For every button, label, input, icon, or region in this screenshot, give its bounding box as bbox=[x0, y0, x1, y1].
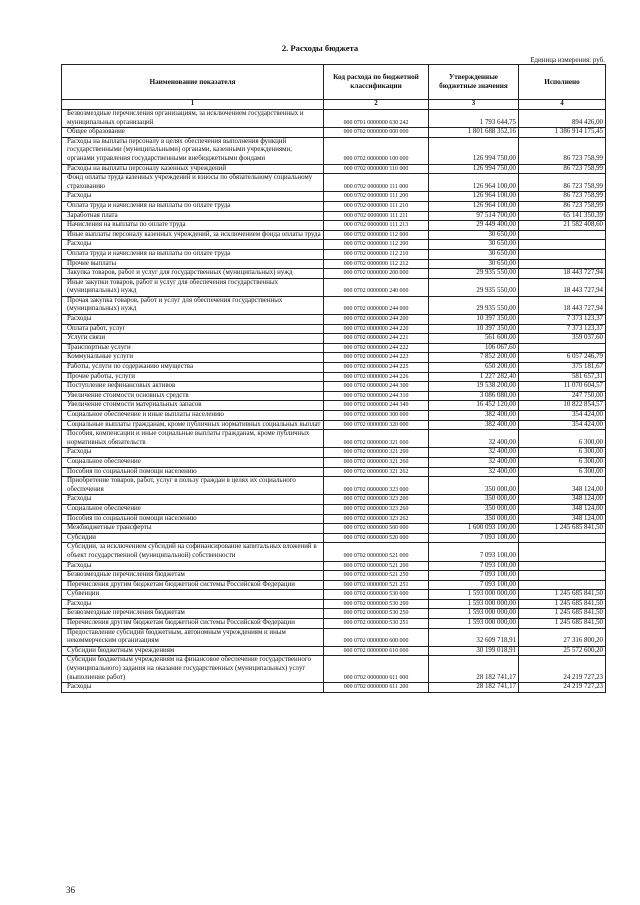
table-row bbox=[62, 646, 606, 656]
row-name: Начисления на выплаты по оплате труда bbox=[62, 221, 324, 231]
row-approved: 29 935 550,00 bbox=[429, 296, 519, 314]
row-name: Расходы bbox=[62, 495, 324, 505]
table-row bbox=[62, 477, 606, 495]
table-row bbox=[62, 334, 606, 344]
row-code: 000 0702 0000000 321 000 bbox=[324, 430, 429, 448]
row-name: Работы, услуги по содержанию имущества bbox=[62, 363, 324, 373]
row-executed: 65 141 350,39 bbox=[519, 211, 606, 221]
row-code: 000 0702 0000000 244 340 bbox=[324, 401, 429, 411]
table-row bbox=[62, 110, 606, 128]
row-name: Иные выплаты персоналу казенных учреждений, за исключением фонда оплаты труда bbox=[62, 230, 324, 240]
row-approved: 126 964 100,00 bbox=[429, 192, 519, 202]
table-row bbox=[62, 533, 606, 543]
row-name: Расходы bbox=[62, 448, 324, 458]
row-code: 000 0702 0000000 111 210 bbox=[324, 201, 429, 211]
row-executed: 86 723 758,99 bbox=[519, 174, 606, 192]
row-executed bbox=[519, 230, 606, 240]
row-approved: 382 400,00 bbox=[429, 420, 519, 430]
row-code: 000 0702 0000000 323 000 bbox=[324, 477, 429, 495]
row-name: Перечисления другим бюджетам бюджетной системы Российской Федерации bbox=[62, 619, 324, 629]
row-executed: 6 300,00 bbox=[519, 457, 606, 467]
row-executed: 27 316 800,20 bbox=[519, 628, 606, 646]
row-executed bbox=[519, 533, 606, 543]
row-approved: 126 964 100,00 bbox=[429, 174, 519, 192]
row-executed: 1 245 685 841,50 bbox=[519, 590, 606, 600]
row-approved: 28 182 741,17 bbox=[429, 656, 519, 683]
row-name: Прочие работы, услуги bbox=[62, 372, 324, 382]
table-row bbox=[62, 201, 606, 211]
row-name: Прочая закупка товаров, работ и услуг для обеспечения государственных (муниципальных) нужд bbox=[62, 296, 324, 314]
row-executed: 86 723 758,99 bbox=[519, 192, 606, 202]
row-code: 000 0702 0000000 244 221 bbox=[324, 334, 429, 344]
row-executed: 25 572 600,20 bbox=[519, 646, 606, 656]
table-row bbox=[62, 296, 606, 314]
row-approved: 3 086 080,00 bbox=[429, 391, 519, 401]
row-code: 000 0702 0000000 244 000 bbox=[324, 296, 429, 314]
row-approved: 30 650,00 bbox=[429, 230, 519, 240]
row-code: 000 0702 0000000 521 200 bbox=[324, 561, 429, 571]
table-row bbox=[62, 448, 606, 458]
table-row bbox=[62, 656, 606, 683]
row-approved: 1 227 282,40 bbox=[429, 372, 519, 382]
row-approved: 29 935 550,00 bbox=[429, 278, 519, 296]
row-code: 000 0702 0000000 323 200 bbox=[324, 495, 429, 505]
row-executed: 6 300,00 bbox=[519, 448, 606, 458]
table-row bbox=[62, 324, 606, 334]
row-code: 000 0702 0000000 111 213 bbox=[324, 221, 429, 231]
row-executed: 24 219 727,23 bbox=[519, 656, 606, 683]
row-executed: 354 424,00 bbox=[519, 411, 606, 421]
row-code: 000 0702 0000000 244 300 bbox=[324, 382, 429, 392]
row-executed: 18 443 727,94 bbox=[519, 278, 606, 296]
table-row bbox=[62, 278, 606, 296]
row-approved: 650 200,00 bbox=[429, 363, 519, 373]
row-name: Закупка товаров, работ и услуг для государственных (муниципальных) нужд bbox=[62, 269, 324, 279]
table-row bbox=[62, 571, 606, 581]
row-code: 000 0702 0000000 244 223 bbox=[324, 353, 429, 363]
row-name: Увеличение стоимости материальных запасов bbox=[62, 401, 324, 411]
row-executed: 581 657,31 bbox=[519, 372, 606, 382]
table-row bbox=[62, 211, 606, 221]
row-approved: 106 067,60 bbox=[429, 343, 519, 353]
table-row bbox=[62, 137, 606, 164]
table-row bbox=[62, 128, 606, 138]
row-executed: 1 245 685 841,50 bbox=[519, 609, 606, 619]
row-name: Социальное обеспечение bbox=[62, 504, 324, 514]
table-row bbox=[62, 514, 606, 524]
row-approved: 1 793 644,75 bbox=[429, 110, 519, 128]
row-executed: 18 443 727,94 bbox=[519, 269, 606, 279]
row-approved: 382 400,00 bbox=[429, 411, 519, 421]
row-approved: 561 600,00 bbox=[429, 334, 519, 344]
row-executed: 6 300,00 bbox=[519, 430, 606, 448]
row-executed: 247 750,00 bbox=[519, 391, 606, 401]
table-row bbox=[62, 363, 606, 373]
row-approved: 30 650,00 bbox=[429, 240, 519, 250]
row-code: 000 0702 0000000 530 251 bbox=[324, 619, 429, 629]
row-approved: 29 449 400,00 bbox=[429, 221, 519, 231]
row-executed bbox=[519, 343, 606, 353]
row-name: Пособия по социальной помощи населению bbox=[62, 467, 324, 477]
page-number: 36 bbox=[66, 885, 75, 895]
table-row bbox=[62, 401, 606, 411]
row-approved: 19 538 200,00 bbox=[429, 382, 519, 392]
row-name: Перечисления другим бюджетам бюджетной системы Российской Федерации bbox=[62, 580, 324, 590]
table-row bbox=[62, 391, 606, 401]
table-row bbox=[62, 343, 606, 353]
row-name: Субвенции bbox=[62, 590, 324, 600]
row-code: 000 0702 0000000 244 200 bbox=[324, 315, 429, 325]
row-executed: 24 219 727,23 bbox=[519, 683, 606, 693]
header-approved: Утвержденные бюджетные значения bbox=[429, 65, 519, 100]
row-code: 000 0702 0000000 112 200 bbox=[324, 240, 429, 250]
row-executed: 1 245 685 841,50 bbox=[519, 619, 606, 629]
row-name: Предоставление субсидий бюджетным, автономным учреждениям и иным некоммерческим организациям bbox=[62, 628, 324, 646]
column-number-row bbox=[62, 100, 606, 110]
row-name: Расходы на выплаты персоналу казенных учреждений bbox=[62, 164, 324, 174]
row-approved: 30 199 018,91 bbox=[429, 646, 519, 656]
row-name: Заработная плата bbox=[62, 211, 324, 221]
row-executed bbox=[519, 249, 606, 259]
row-name: Расходы bbox=[62, 315, 324, 325]
table-row bbox=[62, 524, 606, 534]
row-executed bbox=[519, 259, 606, 269]
header-name: Наименование показателя bbox=[62, 65, 324, 100]
row-code: 000 0702 0000000 240 000 bbox=[324, 278, 429, 296]
row-name: Межбюджетные трансферты bbox=[62, 524, 324, 534]
row-approved: 350 000,00 bbox=[429, 495, 519, 505]
header-code: Код расхода по бюджетной классификации bbox=[324, 65, 429, 100]
row-code: 000 0702 0000000 611 200 bbox=[324, 683, 429, 693]
row-name: Расходы на выплаты персоналу в целях обеспечения выполнения функций государственными (муниципальными) органами, казенными учреждениями, органами управления государственными внебюджетными фондами bbox=[62, 137, 324, 164]
row-name: Иные закупки товаров, работ и услуг для обеспечения государственных (муниципальных) нужд bbox=[62, 278, 324, 296]
col-number: 2 bbox=[324, 100, 429, 110]
row-executed bbox=[519, 543, 606, 561]
row-name: Расходы bbox=[62, 683, 324, 693]
table-row bbox=[62, 609, 606, 619]
row-name: Субсидии бюджетным учреждениям на финансовое обеспечение государственного (муниципального) задания на оказание государственных (муниципальных) услуг (выполнение работ) bbox=[62, 656, 324, 683]
row-code: 000 0702 0000000 521 000 bbox=[324, 543, 429, 561]
row-approved: 32 400,00 bbox=[429, 457, 519, 467]
row-name: Общее образование bbox=[62, 128, 324, 138]
table-row bbox=[62, 164, 606, 174]
row-executed: 86 723 758,99 bbox=[519, 137, 606, 164]
row-executed bbox=[519, 580, 606, 590]
row-name: Безвозмездные перечисления бюджетам bbox=[62, 571, 324, 581]
table-row bbox=[62, 382, 606, 392]
row-approved: 1 600 093 100,00 bbox=[429, 524, 519, 534]
row-executed: 348 124,00 bbox=[519, 477, 606, 495]
row-executed: 6 300,00 bbox=[519, 467, 606, 477]
table-row bbox=[62, 457, 606, 467]
row-code: 000 0702 0000000 323 260 bbox=[324, 504, 429, 514]
row-name: Оплата работ, услуг bbox=[62, 324, 324, 334]
table-row bbox=[62, 192, 606, 202]
row-executed: 18 443 727,94 bbox=[519, 296, 606, 314]
table-row bbox=[62, 504, 606, 514]
row-name: Расходы bbox=[62, 561, 324, 571]
row-code: 000 0702 0000000 244 225 bbox=[324, 363, 429, 373]
row-code: 000 0702 0000000 321 200 bbox=[324, 448, 429, 458]
row-code: 000 0702 0000000 112 212 bbox=[324, 259, 429, 269]
row-approved: 32 400,00 bbox=[429, 448, 519, 458]
row-approved: 1 593 000 000,00 bbox=[429, 619, 519, 629]
row-approved: 32 400,00 bbox=[429, 430, 519, 448]
table-row bbox=[62, 249, 606, 259]
row-executed: 86 723 758,99 bbox=[519, 201, 606, 211]
row-code: 000 0702 0000000 244 220 bbox=[324, 324, 429, 334]
row-executed bbox=[519, 571, 606, 581]
table-row bbox=[62, 259, 606, 269]
table-row bbox=[62, 495, 606, 505]
row-approved: 350 000,00 bbox=[429, 504, 519, 514]
row-executed: 354 424,00 bbox=[519, 420, 606, 430]
row-approved: 126 994 750,00 bbox=[429, 137, 519, 164]
table-row bbox=[62, 353, 606, 363]
row-code: 000 0702 0000000 530 200 bbox=[324, 599, 429, 609]
row-approved: 1 593 000 000,00 bbox=[429, 599, 519, 609]
row-executed: 7 373 123,37 bbox=[519, 315, 606, 325]
row-approved: 350 000,00 bbox=[429, 477, 519, 495]
row-code: 000 0702 0000000 300 000 bbox=[324, 411, 429, 421]
row-name: Безвозмездные перечисления организациям, за исключением государственных и муниципальных организаций bbox=[62, 110, 324, 128]
table-row bbox=[62, 230, 606, 240]
table-row bbox=[62, 543, 606, 561]
row-approved: 7 093 100,00 bbox=[429, 580, 519, 590]
row-approved: 32 400,00 bbox=[429, 467, 519, 477]
row-approved: 350 000,00 bbox=[429, 514, 519, 524]
row-name: Социальное обеспечение bbox=[62, 457, 324, 467]
row-code: 000 0702 0000000 610 000 bbox=[324, 646, 429, 656]
row-executed: 11 070 604,57 bbox=[519, 382, 606, 392]
row-name: Прочие выплаты bbox=[62, 259, 324, 269]
table-row bbox=[62, 315, 606, 325]
row-approved: 1 801 688 352,16 bbox=[429, 128, 519, 138]
row-executed: 21 582 408,60 bbox=[519, 221, 606, 231]
row-code: 000 0702 0000000 530 000 bbox=[324, 590, 429, 600]
row-approved: 1 593 000 000,00 bbox=[429, 590, 519, 600]
row-executed: 1 245 685 841,50 bbox=[519, 524, 606, 534]
row-name: Пособия, компенсации и иные социальные выплаты гражданам, кроме публичных нормативных обязательств bbox=[62, 430, 324, 448]
row-executed: 7 373 123,37 bbox=[519, 324, 606, 334]
row-name: Расходы bbox=[62, 599, 324, 609]
row-name: Поступление нефинансовых активов bbox=[62, 382, 324, 392]
row-code: 000 0702 0000000 200 000 bbox=[324, 269, 429, 279]
row-approved: 32 609 718,91 bbox=[429, 628, 519, 646]
table-row bbox=[62, 599, 606, 609]
row-code: 000 0702 0000000 244 310 bbox=[324, 391, 429, 401]
table-row bbox=[62, 221, 606, 231]
table-row bbox=[62, 590, 606, 600]
row-code: 000 0702 0000000 530 250 bbox=[324, 609, 429, 619]
row-name: Оплата труда и начисления на выплаты по оплате труда bbox=[62, 201, 324, 211]
table-row bbox=[62, 467, 606, 477]
col-number: 1 bbox=[62, 100, 324, 110]
row-approved: 97 514 700,00 bbox=[429, 211, 519, 221]
table-row bbox=[62, 411, 606, 421]
row-approved: 126 994 750,00 bbox=[429, 164, 519, 174]
row-name: Расходы bbox=[62, 240, 324, 250]
row-code: 000 0701 0000000 630 242 bbox=[324, 110, 429, 128]
row-approved: 30 650,00 bbox=[429, 249, 519, 259]
row-code: 000 0702 0000000 611 000 bbox=[324, 656, 429, 683]
col-number: 3 bbox=[429, 100, 519, 110]
row-name: Субсидии, за исключением субсидий на софинансирование капитальных вложений в объект государственной (муниципальной) собственности bbox=[62, 543, 324, 561]
row-name: Расходы bbox=[62, 192, 324, 202]
row-name: Фонд оплаты труда казенных учреждений и взносы по обязательному социальному страхованию bbox=[62, 174, 324, 192]
row-code: 000 0702 0000000 111 200 bbox=[324, 192, 429, 202]
table-row bbox=[62, 561, 606, 571]
row-name: Социальные выплаты гражданам, кроме публичных нормативных социальных выплат bbox=[62, 420, 324, 430]
row-name: Пособия по социальной помощи населению bbox=[62, 514, 324, 524]
row-approved: 29 935 550,00 bbox=[429, 269, 519, 279]
unit-label: Единица измерения: руб. bbox=[530, 56, 605, 64]
row-approved: 10 397 350,00 bbox=[429, 324, 519, 334]
row-approved: 30 650,00 bbox=[429, 259, 519, 269]
row-name: Транспортные услуги bbox=[62, 343, 324, 353]
row-executed: 1 386 914 175,45 bbox=[519, 128, 606, 138]
row-code: 000 0702 0000000 000 000 bbox=[324, 128, 429, 138]
row-name: Приобретение товаров, работ, услуг в пользу граждан в целях их социального обеспечения bbox=[62, 477, 324, 495]
table-row bbox=[62, 240, 606, 250]
row-code: 000 0702 0000000 323 262 bbox=[324, 514, 429, 524]
row-code: 000 0702 0000000 321 262 bbox=[324, 467, 429, 477]
page-title: 2. Расходы бюджета bbox=[281, 43, 359, 53]
header-executed: Исполнено bbox=[519, 65, 606, 100]
row-code: 000 0702 0000000 112 210 bbox=[324, 249, 429, 259]
row-executed: 348 124,00 bbox=[519, 514, 606, 524]
row-name: Оплата труда и начисления на выплаты по оплате труда bbox=[62, 249, 324, 259]
row-executed: 348 124,00 bbox=[519, 504, 606, 514]
row-executed bbox=[519, 561, 606, 571]
row-approved: 16 452 120,00 bbox=[429, 401, 519, 411]
row-code: 000 0702 0000000 521 251 bbox=[324, 580, 429, 590]
row-code: 000 0702 0000000 110 000 bbox=[324, 164, 429, 174]
row-executed: 10 822 854,57 bbox=[519, 401, 606, 411]
row-executed: 348 124,00 bbox=[519, 495, 606, 505]
row-executed: 359 037,60 bbox=[519, 334, 606, 344]
row-approved: 126 964 100,00 bbox=[429, 201, 519, 211]
row-code: 000 0702 0000000 521 250 bbox=[324, 571, 429, 581]
row-approved: 7 093 100,00 bbox=[429, 533, 519, 543]
row-code: 000 0702 0000000 320 000 bbox=[324, 420, 429, 430]
row-approved: 1 593 000 000,00 bbox=[429, 609, 519, 619]
row-code: 000 0702 0000000 100 000 bbox=[324, 137, 429, 164]
table-row bbox=[62, 580, 606, 590]
row-executed: 1 245 685 841,50 bbox=[519, 599, 606, 609]
row-code: 000 0702 0000000 244 222 bbox=[324, 343, 429, 353]
row-name: Субсидии бюджетным учреждениям bbox=[62, 646, 324, 656]
row-name: Коммунальные услуги bbox=[62, 353, 324, 363]
table-row bbox=[62, 683, 606, 693]
row-code: 000 0702 0000000 500 000 bbox=[324, 524, 429, 534]
row-code: 000 0702 0000000 520 000 bbox=[324, 533, 429, 543]
table-row bbox=[62, 174, 606, 192]
table-row bbox=[62, 619, 606, 629]
row-name: Увеличение стоимости основных средств bbox=[62, 391, 324, 401]
row-code: 000 0702 0000000 111 000 bbox=[324, 174, 429, 192]
row-code: 000 0702 0000000 111 211 bbox=[324, 211, 429, 221]
row-name: Социальное обеспечение и иные выплаты населению bbox=[62, 411, 324, 421]
expenses-table bbox=[61, 64, 606, 693]
table-row bbox=[62, 420, 606, 430]
row-executed bbox=[519, 240, 606, 250]
row-name: Субсидии bbox=[62, 533, 324, 543]
row-executed: 6 057 246,79 bbox=[519, 353, 606, 363]
row-name: Безвозмездные перечисления бюджетам bbox=[62, 609, 324, 619]
row-name: Услуги связи bbox=[62, 334, 324, 344]
row-code: 000 0702 0000000 321 260 bbox=[324, 457, 429, 467]
row-executed: 894 426,00 bbox=[519, 110, 606, 128]
row-approved: 7 093 100,00 bbox=[429, 571, 519, 581]
row-approved: 28 182 741,17 bbox=[429, 683, 519, 693]
row-executed: 86 723 758,99 bbox=[519, 164, 606, 174]
row-code: 000 0702 0000000 244 226 bbox=[324, 372, 429, 382]
row-approved: 7 093 100,00 bbox=[429, 543, 519, 561]
col-number: 4 bbox=[519, 100, 606, 110]
table-row bbox=[62, 430, 606, 448]
row-executed: 375 181,67 bbox=[519, 363, 606, 373]
row-approved: 7 852 200,00 bbox=[429, 353, 519, 363]
row-approved: 10 397 350,00 bbox=[429, 315, 519, 325]
row-approved: 7 093 100,00 bbox=[429, 561, 519, 571]
table-row bbox=[62, 372, 606, 382]
row-code: 000 0702 0000000 112 000 bbox=[324, 230, 429, 240]
table-row bbox=[62, 628, 606, 646]
table-row bbox=[62, 269, 606, 279]
row-code: 000 0702 0000000 600 000 bbox=[324, 628, 429, 646]
